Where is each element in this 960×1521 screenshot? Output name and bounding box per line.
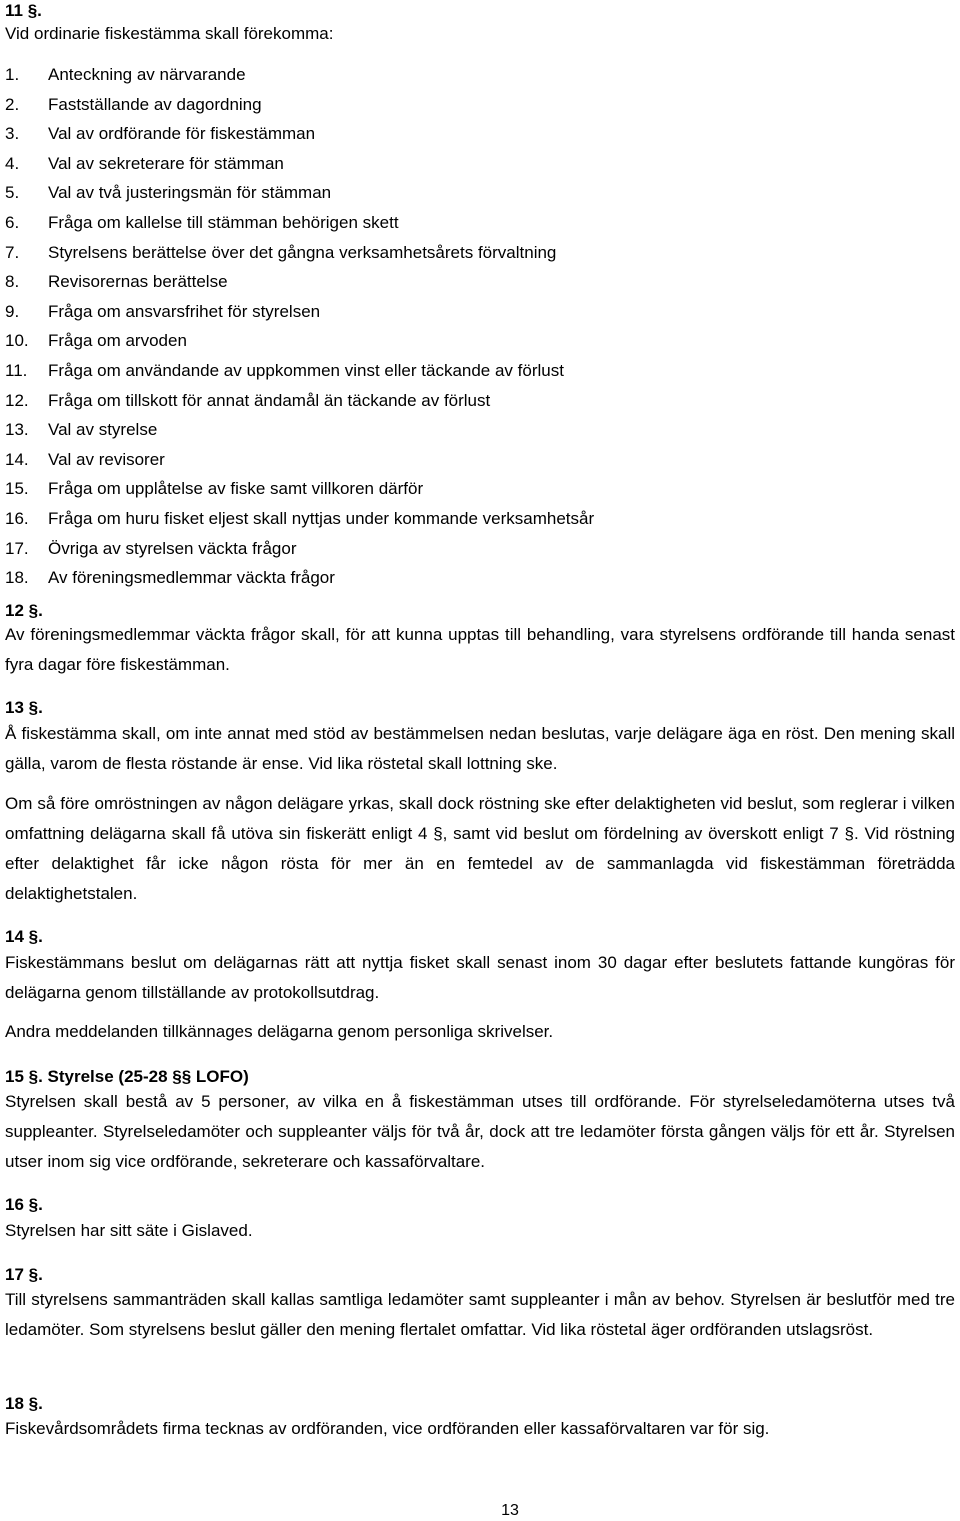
agenda-item — [5, 445, 594, 475]
section-16-text: Styrelsen har sitt säte i Gislaved. — [5, 1221, 253, 1240]
agenda-item-number: 2. — [5, 94, 20, 114]
section-14-text-2: Andra meddelanden tillkännages delägarna genom personliga skrivelser. — [5, 1022, 554, 1041]
agenda-item-text: Fråga om användande av uppkommen vinst eller täckande av förlust — [48, 360, 564, 380]
agenda-item-number: 7. — [5, 242, 20, 262]
agenda-item-number: 18. — [5, 568, 29, 588]
agenda-item-number: 12. — [5, 390, 29, 410]
section-14-text-1: Fiskestämmans beslut om delägarnas rätt att nyttja fisket skall senast inom 30 dagar efter beslutets fattande kungöras för delägarna genom tillställande av protokollsutdrag. — [5, 953, 955, 1002]
section-13-text-2: Om så före omröstningen av någon delägare yrkas, skall dock röstning ske efter delaktigheten vid beslut, som reglerar i vilken omfattning delägarna skall få utöva sin fiskerätt enligt 4 §, samt vid beslut om fördelning av överskott enligt 7 §. Vid röstning efter delaktighet får icke någon rösta för mer än en femtedel av de sammanlagda vid fiskestämman företrädda delaktighetstalen. — [5, 794, 955, 903]
agenda-item-text: Val av ordförande för fiskestämman — [48, 124, 316, 144]
section-14-heading: 14 §. — [5, 927, 43, 946]
agenda-item-text: Fråga om kallelse till stämman behörigen skett — [48, 212, 399, 232]
section-11-intro: Vid ordinarie fiskestämma skall förekomma: — [5, 24, 334, 43]
agenda-item-text: Övriga av styrelsen väckta frågor — [48, 538, 297, 558]
agenda-item-number: 3. — [5, 124, 20, 144]
agenda-item — [5, 297, 594, 327]
agenda-item-number: 4. — [5, 153, 20, 173]
agenda-item — [5, 60, 594, 90]
agenda-item-text: Fråga om ansvarsfrihet för styrelsen — [48, 301, 321, 321]
agenda-item-text: Fastställande av dagordning — [48, 94, 262, 114]
agenda-item-text: Anteckning av närvarande — [48, 65, 246, 84]
section-13-text-1: Å fiskestämma skall, om inte annat med stöd av bestämmelsen nedan beslutas, varje delägare äga en röst. Den mening skall gälla, varom de flesta röstande är ense. Vid lika röstetal skall lottning ske. — [5, 724, 955, 773]
agenda-item — [5, 208, 594, 238]
agenda-item — [5, 238, 594, 268]
section-18-text: Fiskevårdsområdets firma tecknas av ordföranden, vice ordföranden eller kassaförvaltaren var för sig. — [5, 1419, 770, 1438]
agenda-item-number: 13. — [5, 420, 29, 440]
agenda-item — [5, 504, 594, 534]
agenda-item-text: Av föreningsmedlemmar väckta frågor — [48, 568, 335, 588]
agenda-list — [5, 60, 594, 593]
agenda-item-text: Val av sekreterare för stämman — [48, 153, 284, 173]
section-13-heading: 13 §. — [5, 698, 43, 717]
section-18-heading: 18 §. — [5, 1394, 43, 1413]
section-17-heading: 17 §. — [5, 1265, 43, 1284]
section-11-heading: 11 §. — [5, 1, 42, 20]
agenda-item-number: 16. — [5, 508, 29, 528]
agenda-item — [5, 415, 594, 445]
agenda-item-number: 9. — [5, 301, 20, 321]
agenda-item-number: 1. — [5, 65, 20, 84]
agenda-item-text: Styrelsens berättelse över det gångna verksamhetsårets förvaltning — [48, 242, 557, 262]
agenda-item-text: Fråga om arvoden — [48, 331, 187, 351]
section-12-heading: 12 §. — [5, 601, 43, 620]
agenda-item-number: 11. — [5, 360, 28, 380]
agenda-item-text: Fråga om huru fisket eljest skall nyttjas under kommande verksamhetsår — [48, 508, 595, 528]
agenda-item — [5, 534, 594, 564]
agenda-item — [5, 178, 594, 208]
agenda-item — [5, 474, 594, 504]
agenda-item-text: Fråga om upplåtelse av fiske samt villkoren därför — [48, 479, 424, 499]
agenda-item-number: 14. — [5, 449, 29, 469]
agenda-item-text: Val av revisorer — [48, 449, 165, 469]
agenda-item-number: 17. — [5, 538, 29, 558]
agenda-item — [5, 386, 594, 416]
agenda-item — [5, 563, 594, 593]
agenda-item-number: 15. — [5, 479, 29, 499]
section-12-text: Av föreningsmedlemmar väckta frågor skall, för att kunna upptas till behandling, vara styrelsens ordförande till handa senast fyra dagar före fiskestämman. — [5, 625, 955, 674]
section-15-text: Styrelsen skall bestå av 5 personer, av vilka en å fiskestämman utses till ordförande. För styrelseledamöterna utses två suppleanter. Styrelseledamöter och suppleanter väljs för två år, dock att tre ledamöter första gången väljs för ett år. Styrelsen utser inom sig vice ordförande, sekreterare och kassaförvaltare. — [5, 1092, 955, 1171]
agenda-item — [5, 119, 594, 149]
agenda-item-text: Revisorernas berättelse — [48, 272, 228, 292]
agenda-item — [5, 149, 594, 179]
agenda-item-number: 6. — [5, 212, 20, 232]
agenda-item-number: 5. — [5, 183, 20, 203]
agenda-item — [5, 267, 594, 297]
agenda-item-number: 8. — [5, 272, 20, 292]
agenda-item-text: Val av två justeringsmän för stämman — [48, 183, 332, 203]
section-15-heading: 15 §. Styrelse (25-28 §§ LOFO) — [5, 1067, 249, 1086]
agenda-item-number: 10. — [5, 331, 29, 351]
agenda-item — [5, 326, 594, 356]
section-17-text: Till styrelsens sammanträden skall kallas samtliga ledamöter samt suppleanter i mån av behov. Styrelsen är beslutför med tre ledamöter. Som styrelsens beslut gäller den mening flertalet omfattar. Vid lika röstetal äger ordföranden utslagsröst. — [5, 1290, 955, 1339]
agenda-item — [5, 356, 594, 386]
section-16-heading: 16 §. — [5, 1195, 43, 1214]
page-number: 13 — [501, 1502, 519, 1519]
agenda-item-text: Val av styrelse — [48, 420, 158, 440]
agenda-item — [5, 90, 594, 120]
agenda-item-text: Fråga om tillskott för annat ändamål än täckande av förlust — [48, 390, 491, 410]
